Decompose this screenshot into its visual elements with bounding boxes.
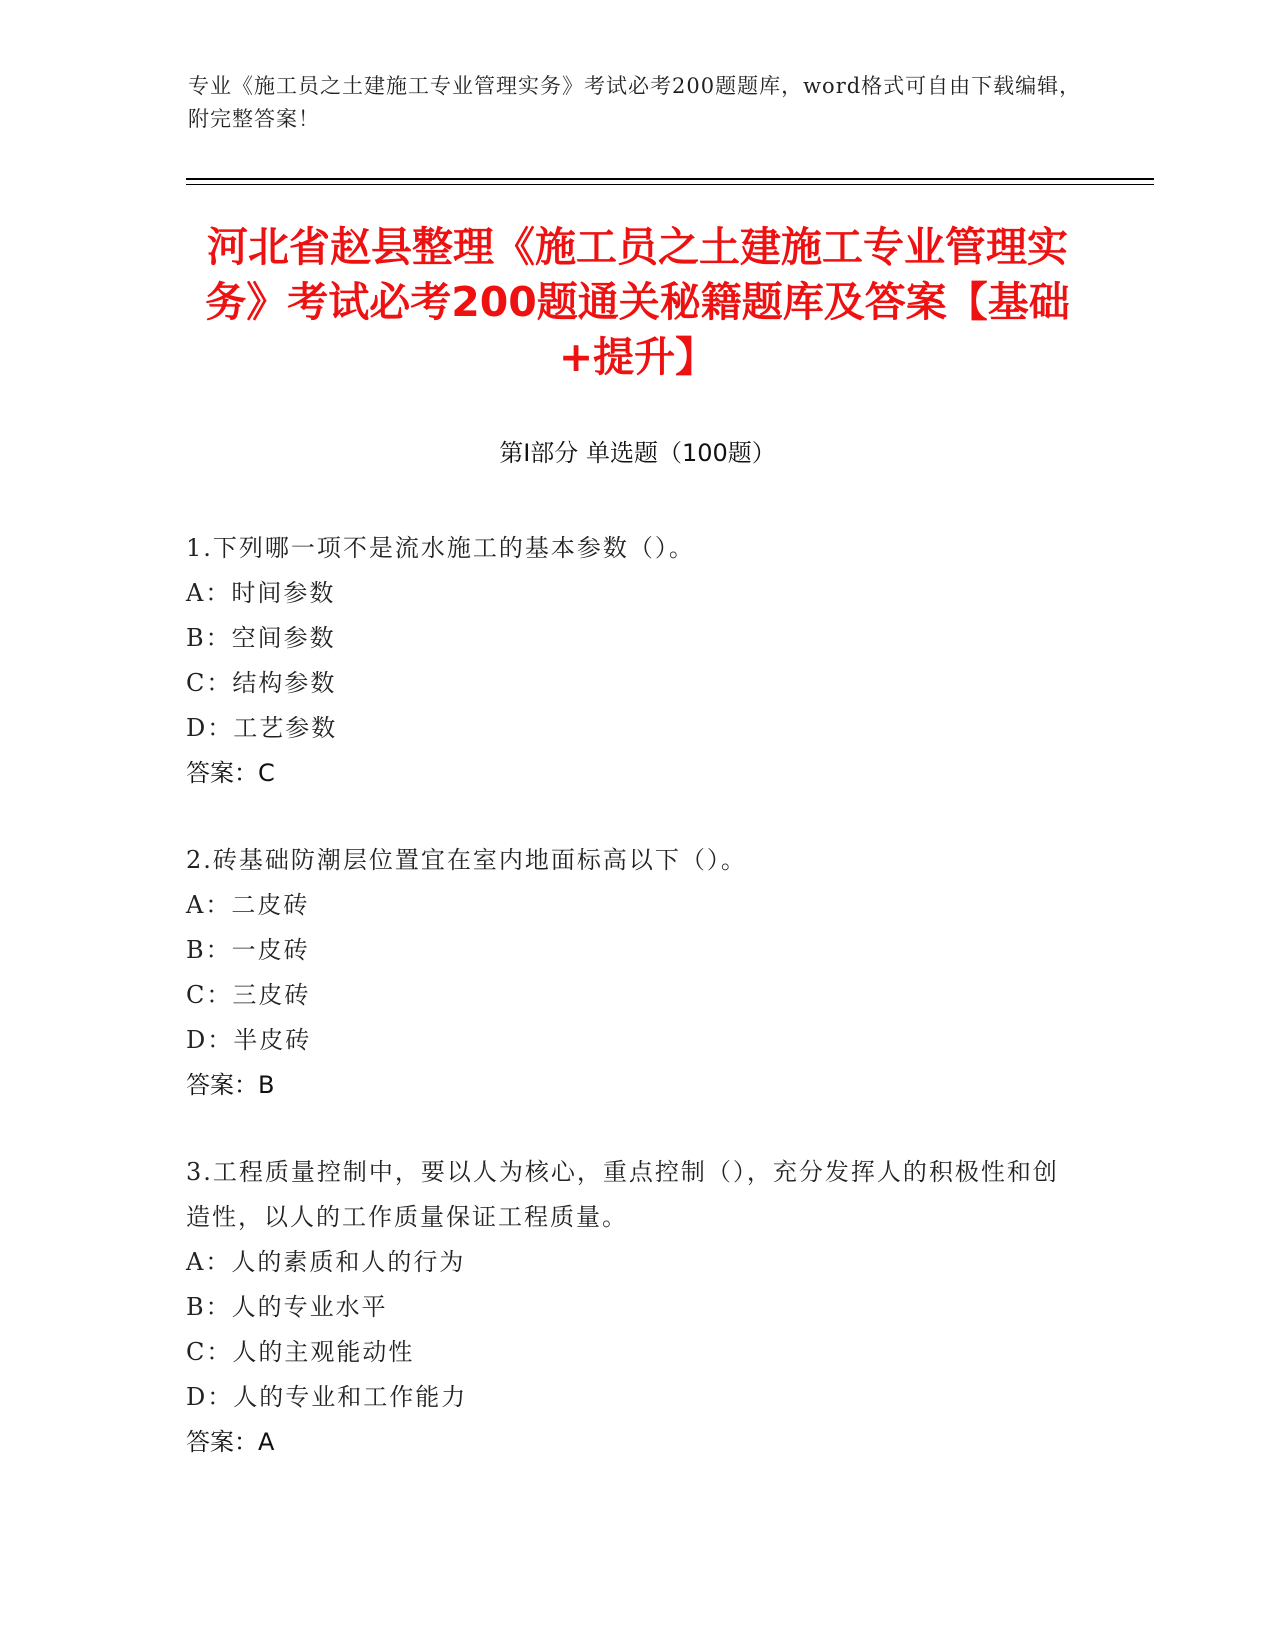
header-divider-thick xyxy=(186,178,1154,180)
option-d: D：人的专业和工作能力 xyxy=(186,1383,468,1411)
header-divider-thin xyxy=(186,184,1154,185)
question-list xyxy=(186,526,1066,1507)
question-text: 2.砖基础防潮层位置宜在室内地面标高以下（）。 xyxy=(186,846,747,874)
option-c: C：三皮砖 xyxy=(186,981,311,1009)
option-c: C：结构参数 xyxy=(186,669,337,697)
option-a: A：人的素质和人的行为 xyxy=(186,1248,466,1276)
section-heading: 第I部分 单选题（100题） xyxy=(499,439,776,467)
answer: 答案：A xyxy=(186,1428,275,1456)
answer: 答案：B xyxy=(186,1071,275,1099)
option-a: A：二皮砖 xyxy=(186,891,310,919)
option-c: C：人的主观能动性 xyxy=(186,1338,415,1366)
option-b: B：空间参数 xyxy=(186,624,336,652)
question-1 xyxy=(186,526,1066,796)
question-text: 1.下列哪一项不是流水施工的基本参数（）。 xyxy=(186,534,695,562)
header-note: 专业《施工员之土建施工专业管理实务》考试必考200题题库，word格式可自由下载编辑，附完整答案！ xyxy=(188,74,1082,131)
option-d: D：半皮砖 xyxy=(186,1026,312,1054)
option-b: B：人的专业水平 xyxy=(186,1293,388,1321)
question-3 xyxy=(186,1150,1066,1465)
option-b: B：一皮砖 xyxy=(186,936,310,964)
option-d: D：工艺参数 xyxy=(186,714,338,742)
answer: 答案：C xyxy=(186,759,275,787)
question-2 xyxy=(186,838,1066,1108)
question-text: 3.工程质量控制中，要以人为核心，重点控制（），充分发挥人的积极性和创造性，以人的工作质量保证工程质量。 xyxy=(186,1158,1059,1231)
option-a: A：时间参数 xyxy=(186,579,336,607)
document-title: 河北省赵县整理《施工员之土建施工专业管理实务》考试必考200题通关秘籍题库及答案【基础+提升】 xyxy=(205,223,1070,381)
